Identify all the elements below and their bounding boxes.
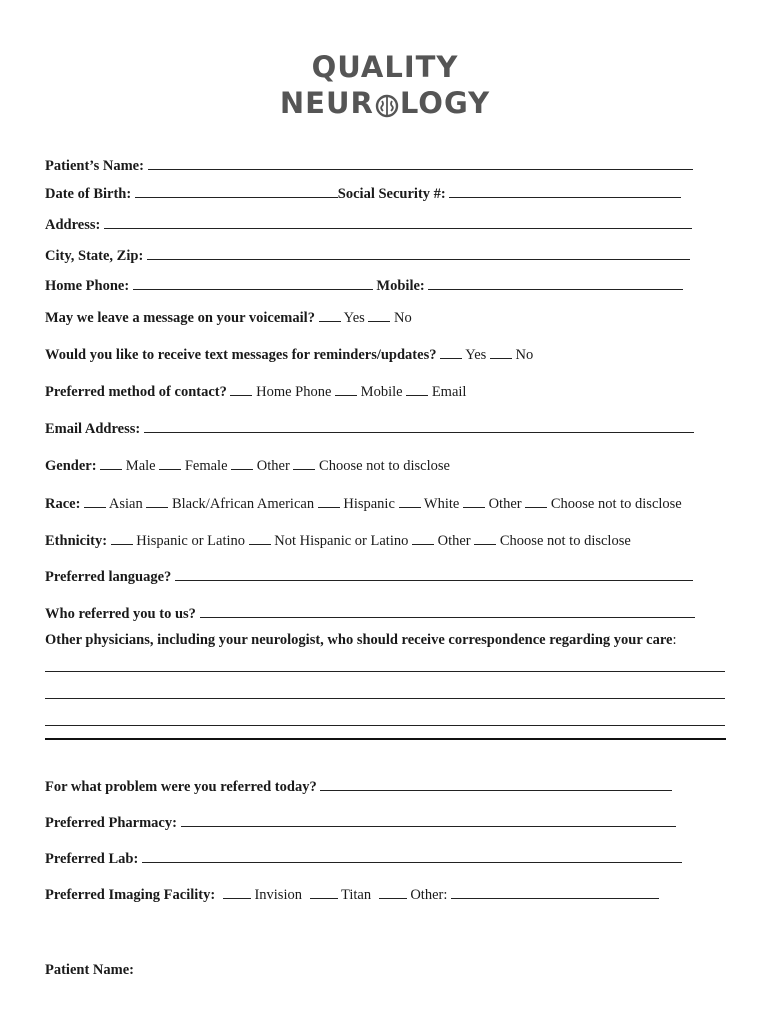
check-imaging-invision[interactable]	[223, 885, 251, 899]
row-problem	[45, 777, 672, 796]
label-race: Race:	[45, 496, 81, 512]
row-contact	[45, 382, 466, 401]
opt-imaging-titan: Titan	[340, 887, 372, 903]
check-imaging-other[interactable]	[379, 885, 407, 899]
opt-voicemail-yes: Yes	[343, 310, 365, 326]
check-contact-home[interactable]	[230, 382, 252, 396]
row-texts	[45, 345, 533, 364]
check-race-black[interactable]	[146, 494, 168, 508]
opt-texts-no: No	[515, 347, 534, 363]
check-gender-male[interactable]	[100, 456, 122, 470]
check-contact-email[interactable]	[406, 382, 428, 396]
row-gender	[45, 456, 450, 475]
label-address: Address:	[45, 217, 101, 233]
label-problem: For what problem were you referred today?	[45, 779, 317, 795]
opt-eth-other: Other	[437, 533, 471, 549]
label-dob: Date of Birth:	[45, 186, 132, 202]
input-mobile[interactable]	[428, 276, 683, 290]
label-texts: Would you like to receive text messages for reminders/updates?	[45, 347, 437, 363]
opt-voicemail-no: No	[394, 310, 412, 326]
input-patient-name[interactable]	[148, 156, 693, 170]
row-dob-ssn	[45, 184, 681, 203]
input-problem[interactable]	[320, 777, 672, 791]
label-lab: Preferred Lab:	[45, 851, 139, 867]
opt-gender-male: Male	[125, 458, 156, 474]
check-race-white[interactable]	[399, 494, 421, 508]
check-gender-female[interactable]	[159, 456, 181, 470]
label-physicians: Other physicians, including your neurologist, who should receive correspondence regarding your care	[45, 632, 673, 648]
input-dob[interactable]	[135, 184, 338, 198]
row-patient-name	[45, 156, 693, 175]
label-voicemail: May we leave a message on your voicemail?	[45, 310, 315, 326]
input-city[interactable]	[147, 246, 690, 260]
opt-gender-female: Female	[184, 458, 228, 474]
opt-eth-not-hispanic: Not Hispanic or Latino	[274, 533, 409, 549]
check-voicemail-yes[interactable]	[319, 308, 341, 322]
label-physicians-colon: :	[672, 632, 677, 648]
row-phones	[45, 276, 683, 295]
opt-texts-yes: Yes	[465, 347, 487, 363]
label-ssn: Social Security #:	[337, 186, 446, 202]
label-imaging: Preferred Imaging Facility:	[45, 887, 216, 903]
opt-race-asian: Asian	[108, 496, 143, 512]
row-imaging	[45, 885, 659, 904]
check-eth-not-hispanic[interactable]	[249, 531, 271, 545]
row-voicemail	[45, 308, 412, 327]
check-imaging-titan[interactable]	[310, 885, 338, 899]
row-lab	[45, 849, 682, 868]
opt-gender-other: Other	[256, 458, 290, 474]
row-email	[45, 419, 694, 438]
brain-icon	[375, 91, 399, 115]
opt-race-hispanic: Hispanic	[343, 496, 395, 512]
input-physicians-line-3[interactable]	[45, 725, 725, 726]
label-pharmacy: Preferred Pharmacy:	[45, 815, 177, 831]
opt-race-other: Other	[488, 496, 522, 512]
input-lab[interactable]	[142, 849, 682, 863]
input-address[interactable]	[104, 215, 692, 229]
input-physicians-line-1[interactable]	[45, 671, 725, 672]
check-voicemail-no[interactable]	[368, 308, 390, 322]
opt-eth-nodisclose: Choose not to disclose	[499, 533, 631, 549]
logo-line-quality: QUALITY	[311, 50, 459, 84]
label-referred-by: Who referred you to us?	[45, 606, 196, 622]
row-ethnicity	[45, 531, 631, 550]
opt-imaging-invision: Invision	[254, 887, 302, 903]
input-pharmacy[interactable]	[181, 813, 676, 827]
row-city	[45, 246, 690, 265]
check-gender-nodisclose[interactable]	[293, 456, 315, 470]
check-race-other[interactable]	[463, 494, 485, 508]
input-home-phone[interactable]	[133, 276, 373, 290]
check-race-nodisclose[interactable]	[525, 494, 547, 508]
logo-text-right: LOGY	[399, 86, 491, 120]
check-contact-mobile[interactable]	[335, 382, 357, 396]
opt-race-black: Black/African American	[171, 496, 315, 512]
opt-eth-hispanic: Hispanic or Latino	[136, 533, 246, 549]
opt-race-white: White	[423, 496, 460, 512]
label-mobile: Mobile:	[376, 278, 425, 294]
logo-line-neurology	[0, 86, 770, 120]
input-ssn[interactable]	[449, 184, 681, 198]
check-eth-nodisclose[interactable]	[474, 531, 496, 545]
opt-gender-nodisclose: Choose not to disclose	[319, 458, 450, 474]
label-language: Preferred language?	[45, 569, 172, 585]
input-email[interactable]	[144, 419, 694, 433]
check-eth-other[interactable]	[412, 531, 434, 545]
row-race	[45, 494, 682, 513]
check-eth-hispanic[interactable]	[111, 531, 133, 545]
label-city: City, State, Zip:	[45, 248, 144, 264]
check-gender-other[interactable]	[231, 456, 253, 470]
check-texts-yes[interactable]	[440, 345, 462, 359]
logo-text-left: NEUR	[279, 86, 374, 120]
row-patient-name-footer	[45, 961, 134, 979]
row-pharmacy	[45, 813, 676, 832]
opt-contact-email: Email	[431, 384, 467, 400]
label-patient-name-footer: Patient Name:	[45, 962, 134, 978]
check-texts-no[interactable]	[490, 345, 512, 359]
label-gender: Gender:	[45, 458, 97, 474]
label-email: Email Address:	[45, 421, 141, 437]
input-referred-by[interactable]	[200, 604, 695, 618]
section-divider	[45, 738, 726, 740]
row-physicians	[45, 631, 676, 649]
label-ethnicity: Ethnicity:	[45, 533, 108, 549]
input-language[interactable]	[175, 567, 693, 581]
opt-contact-mobile: Mobile	[360, 384, 403, 400]
opt-race-nodisclose: Choose not to disclose	[550, 496, 682, 512]
opt-contact-home: Home Phone	[256, 384, 332, 400]
input-imaging-other[interactable]	[451, 885, 659, 899]
check-race-asian[interactable]	[84, 494, 106, 508]
label-contact: Preferred method of contact?	[45, 384, 227, 400]
row-address	[45, 215, 692, 234]
opt-imaging-other: Other:	[410, 887, 448, 903]
input-physicians-line-2[interactable]	[45, 698, 725, 699]
row-language	[45, 567, 693, 586]
label-home-phone: Home Phone:	[45, 278, 130, 294]
row-referred-by	[45, 604, 695, 623]
check-race-hispanic[interactable]	[318, 494, 340, 508]
label-patient-name: Patient’s Name:	[45, 158, 144, 174]
